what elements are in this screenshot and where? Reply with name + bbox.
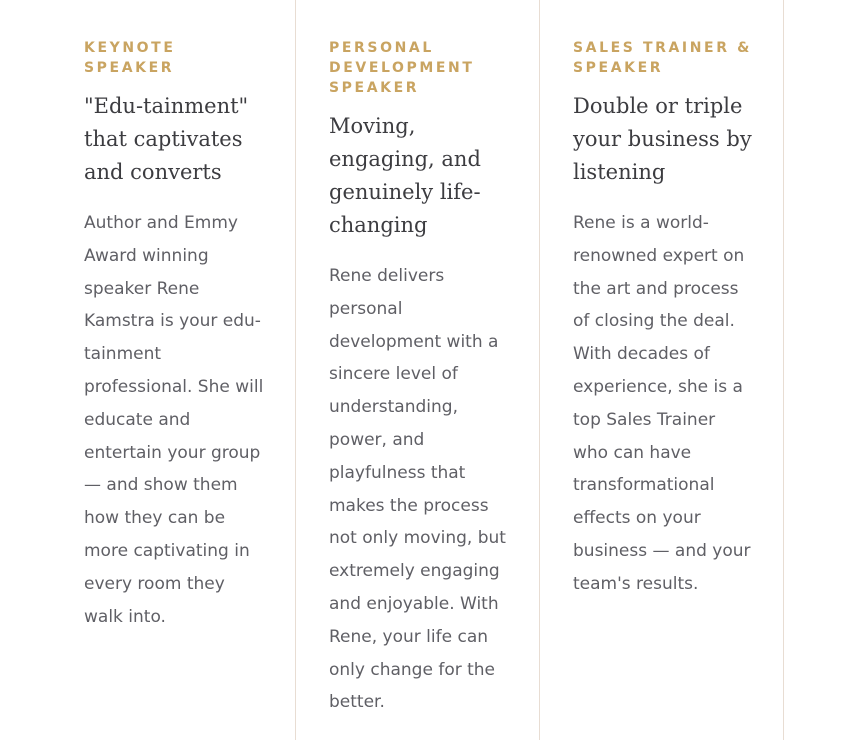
column-divider bbox=[295, 0, 296, 740]
column-heading: Double or triple your business by listening bbox=[573, 94, 752, 184]
keynote-speaker-column bbox=[84, 38, 266, 633]
column-kicker: PERSONAL DEVELOPMENT SPEAKER bbox=[329, 40, 475, 96]
column-kicker: KEYNOTE SPEAKER bbox=[84, 40, 176, 76]
column-description: Author and Emmy Award winning speaker Rene Kamstra is your edu-tainment professional. She will educate and entertain your group — and show them how they can be more captivating in every room they walk into. bbox=[84, 213, 264, 627]
column-kicker: SALES TRAINER & SPEAKER bbox=[573, 40, 752, 76]
column-heading: "Edu-tainment" that captivates and converts bbox=[84, 94, 249, 184]
column-description: Rene is a world-renowned expert on the art and process of closing the deal. With decades of experience, she is a top Sales Trainer who can have transformational effects on your business — and your team's results. bbox=[573, 213, 751, 594]
column-heading: Moving, engaging, and genuinely life-changing bbox=[329, 114, 481, 237]
column-divider bbox=[783, 0, 784, 740]
column-divider bbox=[539, 0, 540, 740]
column-description: Rene delivers personal development with a sincere level of understanding, power, and playfulness that makes the process not only moving, but extremely engaging and enjoyable. With Rene, your life can only change for the better. bbox=[329, 266, 506, 713]
sales-trainer-column bbox=[573, 38, 755, 601]
personal-development-column bbox=[329, 38, 511, 719]
